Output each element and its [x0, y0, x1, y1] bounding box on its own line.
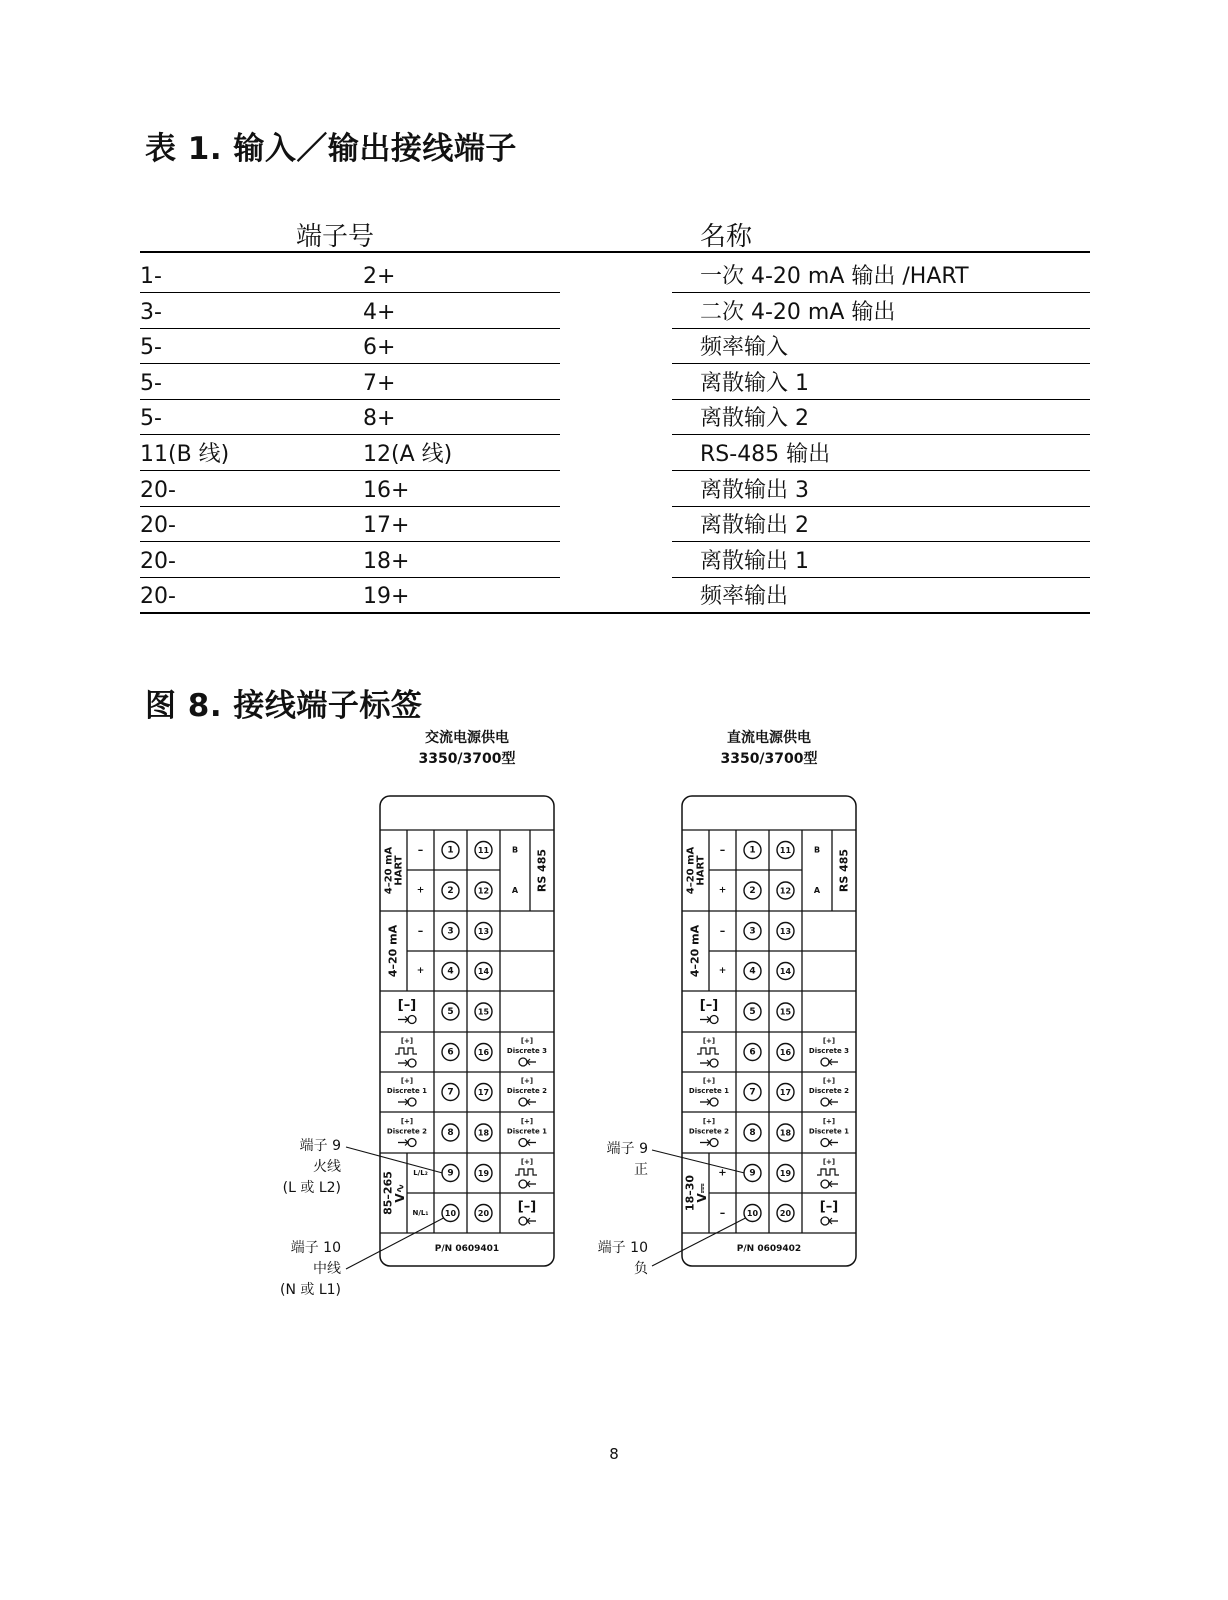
col-header-name: 名称: [700, 222, 753, 252]
terminal-9-label: L/L₂: [413, 1169, 428, 1177]
discrete-output-label: Discrete 2: [808, 1087, 850, 1095]
terminal-10-number: 10: [444, 1209, 457, 1218]
table-cell-name: 频率输出: [700, 584, 789, 610]
plus-sign: +: [718, 966, 727, 976]
terminal-3-number: 3: [749, 926, 756, 937]
pulse-icon: [515, 1169, 537, 1175]
input-common-label: [–]: [699, 998, 719, 1013]
discrete-input-plus: [+]: [702, 1117, 716, 1126]
discrete-output-plus: [+]: [822, 1117, 836, 1126]
discrete-output-plus: [+]: [822, 1037, 836, 1045]
table-cell-terminal-plus: 19+: [363, 584, 410, 610]
terminal-12-number: 12: [779, 886, 792, 896]
terminal-9-number: 9: [447, 1168, 454, 1179]
terminal-9-label: +: [718, 1167, 727, 1179]
output-icon: [519, 1098, 536, 1106]
terminal-12-number: 12: [477, 886, 490, 896]
col-header-terminal: 端子号: [296, 222, 375, 252]
table-cell-terminal-minus: 11(B 线): [140, 442, 230, 467]
terminal-10-label: –: [719, 1206, 726, 1220]
terminal-16-number: 16: [779, 1048, 792, 1057]
output-common-label: [–]: [517, 1199, 537, 1215]
part-number: P/N 0609402: [736, 1244, 802, 1254]
freq-output-label: [+]: [822, 1158, 836, 1166]
b-wire-label: B: [813, 845, 821, 855]
output-icon: [821, 1217, 838, 1225]
hart-label: 4–20 mA: [685, 846, 697, 895]
plus-sign: +: [718, 885, 727, 896]
table-cell-terminal-minus: 5-: [140, 335, 162, 361]
table-cell-terminal-minus: 20-: [140, 548, 176, 574]
discrete-output-label: Discrete 1: [506, 1127, 548, 1136]
input-icon: [398, 1059, 416, 1067]
table-cell-name: 离散输出 3: [700, 477, 809, 503]
dc-callout10-line2: 负: [634, 1261, 648, 1277]
terminal-10-label: N/L₁: [412, 1209, 429, 1217]
terminal-7-number: 7: [447, 1087, 454, 1098]
rs485-label: RS 485: [837, 848, 851, 893]
terminal-6-number: 6: [447, 1047, 454, 1058]
terminal-19-number: 19: [779, 1169, 792, 1178]
terminal-15-number: 15: [477, 1007, 490, 1017]
minus-sign: –: [417, 924, 424, 938]
plus-sign: +: [416, 966, 425, 976]
freq-output-label: [+]: [520, 1158, 534, 1166]
discrete-input-plus: [+]: [400, 1117, 414, 1126]
ma-label: 4–20 mA: [386, 924, 400, 978]
table-cell-terminal-plus: 18+: [363, 548, 410, 574]
dc-callout10-line1: 端子 10: [597, 1240, 648, 1256]
pulse-icon: [697, 1048, 719, 1054]
a-wire-label: A: [511, 886, 519, 895]
terminal-11-number: 11: [477, 846, 490, 855]
a-wire-label: A: [813, 886, 821, 895]
terminal-4-number: 4: [749, 966, 756, 977]
output-common-label: [–]: [819, 1199, 839, 1215]
ac-callout10-line1: 端子 10: [290, 1240, 341, 1256]
table-cell-terminal-minus: 5-: [140, 370, 162, 396]
discrete-output-label: Discrete 3: [808, 1047, 850, 1055]
discrete-output-plus: [+]: [520, 1077, 534, 1085]
table-cell-name: 一次 4-20 mA 输出 /HART: [700, 264, 969, 289]
terminal-13-number: 13: [477, 927, 490, 936]
discrete-input-label: Discrete 2: [386, 1127, 428, 1136]
input-icon: [398, 1139, 416, 1147]
discrete-input-plus: [+]: [400, 1077, 414, 1085]
terminal-19-number: 19: [477, 1169, 490, 1178]
output-icon: [821, 1098, 838, 1106]
table-cell-terminal-minus: 20-: [140, 477, 176, 503]
output-icon: [519, 1217, 536, 1225]
discrete-output-label: Discrete 1: [808, 1127, 850, 1136]
terminal-18-number: 18: [779, 1128, 792, 1138]
table-cell-terminal-minus: 5-: [140, 406, 162, 432]
terminal-1-number: 1: [447, 845, 454, 856]
table-cell-name: 二次 4-20 mA 输出: [700, 299, 896, 325]
page-number: 8: [609, 1445, 619, 1463]
terminal-16-number: 16: [477, 1048, 490, 1057]
power-unit-label: V∿: [393, 1183, 407, 1203]
terminal-8-number: 8: [447, 1128, 454, 1138]
output-icon: [821, 1058, 838, 1066]
plus-sign: +: [416, 885, 425, 896]
output-icon: [519, 1180, 536, 1188]
output-icon: [519, 1058, 536, 1066]
table-cell-terminal-plus: 7+: [363, 370, 396, 396]
table-cell-name: 离散输入 1: [700, 370, 809, 396]
table-title: 表 1. 输入／输出接线端子: [145, 131, 517, 167]
terminal-14-number: 14: [477, 967, 490, 976]
ac-callout10-line2: 中线: [313, 1261, 341, 1277]
dc-title-line2: 3350/3700型: [720, 751, 818, 767]
terminal-9-number: 9: [749, 1168, 756, 1179]
table-cell-terminal-minus: 20-: [140, 584, 176, 610]
ac-leader-terminal-10: [346, 1218, 444, 1269]
discrete-input-label: Discrete 2: [688, 1127, 730, 1136]
terminal-2-number: 2: [447, 886, 454, 896]
discrete-input-plus: [+]: [702, 1077, 716, 1085]
output-icon: [519, 1139, 536, 1147]
terminal-17-number: 17: [779, 1088, 792, 1097]
dc-terminal-panel: [682, 796, 856, 1266]
freq-input-label: [+]: [400, 1037, 414, 1045]
terminal-4-number: 4: [447, 966, 454, 977]
input-icon: [398, 1098, 416, 1106]
hart-label-line2: HART: [393, 855, 405, 886]
output-icon: [821, 1139, 838, 1147]
power-label: 18–30: [683, 1174, 697, 1212]
part-number: P/N 0609401: [434, 1244, 500, 1254]
input-icon: [700, 1098, 718, 1106]
terminal-6-number: 6: [749, 1047, 756, 1058]
table-cell-terminal-plus: 17+: [363, 513, 410, 539]
terminal-5-number: 5: [749, 1007, 756, 1017]
terminal-1-number: 1: [749, 845, 756, 856]
terminal-11-number: 11: [779, 846, 792, 855]
table-cell-name: 离散输出 1: [700, 548, 809, 574]
ac-callout9-line3: (L 或 L2): [282, 1180, 341, 1196]
ac-title-line1: 交流电源供电: [425, 730, 509, 746]
table-cell-name: RS-485 输出: [700, 442, 831, 467]
table-cell-terminal-plus: 2+: [363, 264, 396, 289]
terminal-10-number: 10: [746, 1209, 759, 1218]
ac-leader-terminal-9: [346, 1147, 443, 1173]
terminal-7-number: 7: [749, 1087, 756, 1098]
ac-callout9-line2: 火线: [313, 1159, 341, 1175]
dc-callout9-line1: 端子 9: [606, 1141, 648, 1157]
table-cell-terminal-minus: 20-: [140, 513, 176, 539]
b-wire-label: B: [511, 845, 519, 855]
table-cell-name: 离散输出 2: [700, 513, 809, 539]
table-cell-name: 离散输入 2: [700, 406, 809, 432]
minus-sign: –: [417, 843, 424, 857]
table-cell-terminal-plus: 6+: [363, 335, 396, 361]
dc-title-line1: 直流电源供电: [727, 730, 811, 746]
terminal-13-number: 13: [779, 927, 792, 936]
table-cell-terminal-plus: 16+: [363, 477, 410, 503]
hart-label-line2: HART: [695, 855, 707, 886]
terminal-5-number: 5: [447, 1007, 454, 1017]
input-icon: [700, 1139, 718, 1147]
input-common-label: [–]: [397, 998, 417, 1013]
ac-callout10-line3: (N 或 L1): [279, 1282, 341, 1298]
terminal-20-number: 20: [477, 1209, 490, 1218]
input-icon: [398, 1016, 416, 1024]
power-label: 85–265: [381, 1171, 395, 1215]
terminal-15-number: 15: [779, 1007, 792, 1017]
table-cell-terminal-minus: 3-: [140, 299, 162, 325]
table-cell-terminal-plus: 4+: [363, 299, 396, 325]
table-cell-terminal-plus: 8+: [363, 406, 396, 432]
table-cell-terminal-minus: 1-: [140, 264, 162, 289]
terminal-14-number: 14: [779, 967, 792, 976]
ac-callout9-line1: 端子 9: [299, 1138, 341, 1154]
discrete-output-plus: [+]: [520, 1037, 534, 1045]
table-cell-name: 频率输入: [700, 335, 789, 361]
discrete-output-plus: [+]: [520, 1117, 534, 1126]
minus-sign: –: [719, 924, 726, 938]
minus-sign: –: [719, 843, 726, 857]
ma-label: 4–20 mA: [688, 924, 702, 978]
discrete-input-label: Discrete 1: [688, 1087, 730, 1095]
discrete-output-label: Discrete 3: [506, 1047, 548, 1055]
pulse-icon: [395, 1048, 417, 1054]
table-cell-terminal-plus: 12(A 线): [363, 442, 453, 467]
ac-title-line2: 3350/3700型: [418, 751, 516, 767]
input-icon: [700, 1059, 718, 1067]
ac-terminal-panel: [380, 796, 554, 1266]
terminal-18-number: 18: [477, 1128, 490, 1138]
pulse-icon: [817, 1169, 839, 1175]
terminal-2-number: 2: [749, 886, 756, 896]
discrete-input-label: Discrete 1: [386, 1087, 428, 1095]
power-unit-label: V⎓: [695, 1183, 709, 1203]
terminal-3-number: 3: [447, 926, 454, 937]
dc-leader-terminal-10: [652, 1218, 746, 1266]
input-icon: [700, 1016, 718, 1024]
discrete-output-label: Discrete 2: [506, 1087, 548, 1095]
output-icon: [821, 1180, 838, 1188]
terminal-20-number: 20: [779, 1209, 792, 1218]
terminal-17-number: 17: [477, 1088, 490, 1097]
rs485-label: RS 485: [535, 848, 549, 893]
hart-label: 4–20 mA: [383, 846, 395, 895]
figure-title: 图 8. 接线端子标签: [145, 688, 423, 724]
terminal-8-number: 8: [749, 1128, 756, 1138]
dc-callout9-line2: 正: [634, 1162, 648, 1178]
freq-input-label: [+]: [702, 1037, 716, 1045]
discrete-output-plus: [+]: [822, 1077, 836, 1085]
